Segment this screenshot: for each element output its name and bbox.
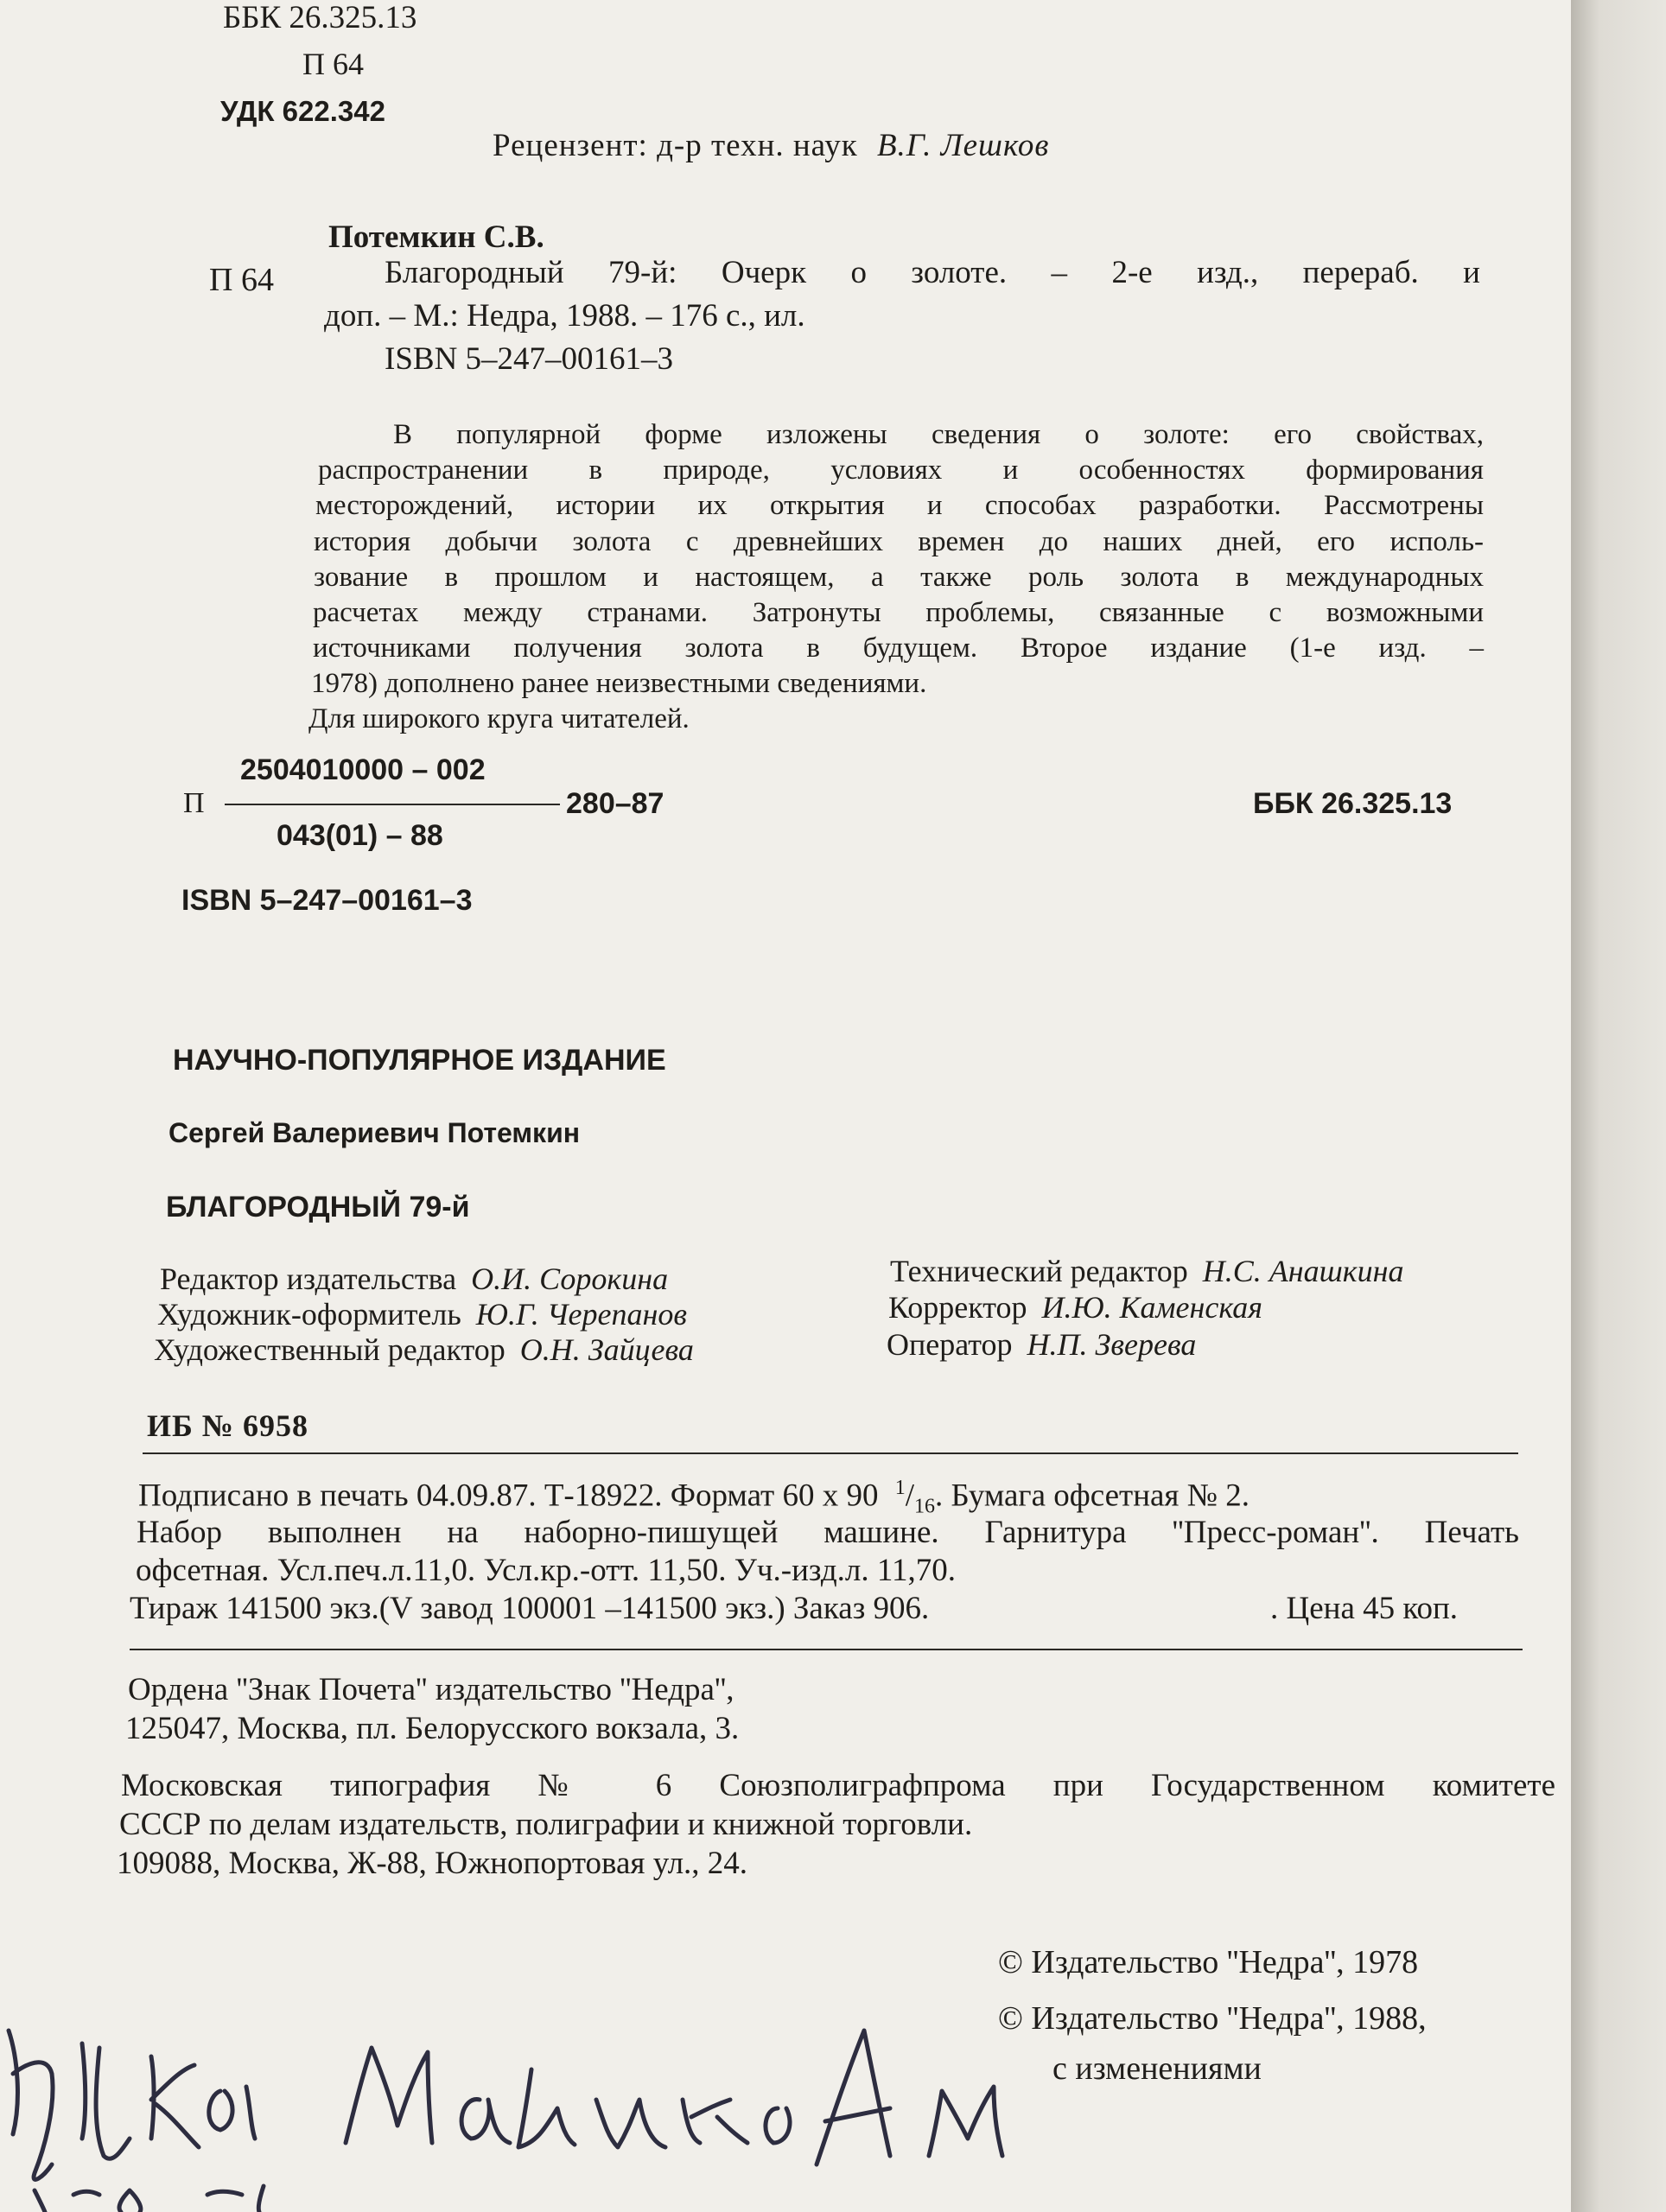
annotation-line-5: зование в прошлом и настоящем, а также роль золота в международных xyxy=(314,562,1484,593)
card-isbn: ISBN 5–247–00161–3 xyxy=(385,341,674,377)
copyright-1988: © Издательство ''Недра'', 1988, xyxy=(998,2000,1427,2037)
index-bbk: ББК 26.325.13 xyxy=(1253,787,1453,820)
index-letter: П xyxy=(183,787,205,819)
index-isbn: ISBN 5–247–00161–3 xyxy=(181,884,473,917)
print-info-line-4a: Тираж 141500 экз.(V завод 100001 –141500 экз.) Заказ 906. xyxy=(130,1591,930,1626)
index-numerator: 2504010000 – 002 xyxy=(240,753,486,786)
printer-line-2: СССР по делам издательств, полиграфии и книжной торговли. xyxy=(119,1807,973,1842)
divider-bottom xyxy=(130,1649,1523,1650)
annotation-line-6: расчетах между странами. Затронуты проблемы, связанные с возможными xyxy=(313,597,1484,628)
format-fraction-denominator: 16 xyxy=(914,1495,935,1518)
divider-top xyxy=(143,1452,1518,1454)
credit-role: Корректор xyxy=(888,1290,1027,1325)
annotation-line-7: источниками получения золота в будущем. Второе издание (1-е изд. – xyxy=(313,632,1484,664)
credit-name: И.Ю. Каменская xyxy=(1041,1290,1263,1325)
credit-name: О.И. Сорокина xyxy=(471,1262,669,1296)
credit-right-2 xyxy=(888,1292,1262,1323)
print-info-text: Подписано в печать 04.09.87. Т-18922. Формат 60 х 90 xyxy=(138,1478,879,1514)
reviewer-name: В.Г. Лешков xyxy=(876,128,1050,163)
book-title: БЛАГОРОДНЫЙ 79-й xyxy=(166,1191,470,1224)
index-denominator: 043(01) – 88 xyxy=(277,819,443,852)
print-info-line-4b: . Цена 45 коп. xyxy=(1270,1591,1459,1626)
credit-role: Художник-оформитель xyxy=(157,1297,461,1332)
copyright-1978: © Издательство ''Недра'', 1978 xyxy=(998,1944,1419,1980)
credit-left-2 xyxy=(157,1299,687,1330)
annotation-line-2: распространении в природе, условиях и особенностях формирования xyxy=(318,454,1484,486)
credit-right-1 xyxy=(890,1255,1403,1287)
publisher-line-1: Ордена ''Знак Почета'' издательство ''Недра'', xyxy=(128,1672,734,1707)
card-line-1: Благородный 79-й: Очерк о золоте. – 2-е изд., перераб. и xyxy=(385,255,1480,290)
annotation-line-1: В популярной форме изложены сведения о золоте: его свойствах, xyxy=(393,419,1484,450)
credit-name: О.Н. Зайцева xyxy=(519,1332,694,1367)
udk-code: УДК 622.342 xyxy=(220,95,385,127)
card-line-2: доп. – М.: Недра, 1988. – 176 с., ил. xyxy=(324,298,805,334)
reviewer-label: Рецензент: д-р техн. наук xyxy=(493,128,858,163)
credit-role: Технический редактор xyxy=(890,1254,1188,1288)
printer-line-1: Московская типография № 6 Союзполиграфпрома при Государственном комитете xyxy=(121,1768,1555,1803)
print-info-line-3: офсетная. Усл.печ.л.11,0. Усл.кр.-отт. 11,50. Уч.-изд.л. 11,70. xyxy=(136,1553,956,1588)
author-full-name: Сергей Валериевич Потемкин xyxy=(169,1117,581,1148)
bbk-top: ББК 26.325.13 xyxy=(223,0,417,35)
code-top: П 64 xyxy=(302,47,364,81)
format-fraction-numerator: 1 xyxy=(894,1477,906,1499)
print-info-line-2: Набор выполнен на наборно-пишущей машине. Гарнитура ''Пресс-роман''. Печать xyxy=(137,1515,1519,1550)
page-edge-shadow xyxy=(1571,0,1666,2212)
ib-number: ИБ № 6958 xyxy=(147,1408,308,1443)
credit-name: Ю.Г. Черепанов xyxy=(475,1297,687,1332)
credit-left-3 xyxy=(154,1334,694,1365)
credit-role: Редактор издательства xyxy=(160,1262,457,1296)
reviewer xyxy=(493,130,1049,162)
annotation-audience: Для широкого круга читателей. xyxy=(308,703,690,734)
credit-name: Н.С. Анашкина xyxy=(1202,1254,1404,1288)
edition-type: НАУЧНО-ПОПУЛЯРНОЕ ИЗДАНИЕ xyxy=(173,1044,666,1077)
annotation-line-8: 1978) дополнено ранее неизвестными сведениями. xyxy=(311,668,927,699)
print-info-text: . Бумага офсетная № 2. xyxy=(935,1478,1250,1514)
print-info-line-1: Подписано в печать 04.09.87. Т-18922. Формат 60 х 90 $^1/_{16}$. Бумага офсетная № 2. xyxy=(138,1477,1250,1518)
credit-left-1 xyxy=(160,1263,668,1294)
credit-role: Художественный редактор xyxy=(154,1332,506,1367)
credit-right-3 xyxy=(887,1329,1196,1360)
handwritten-inscription xyxy=(0,1979,1054,2212)
annotation-line-4: история добычи золота с древнейших времен до наших дней, его исполь- xyxy=(314,526,1484,557)
card-author: Потемкин С.В. xyxy=(328,219,544,255)
credit-role: Оператор xyxy=(887,1327,1013,1362)
credit-name: Н.П. Зверева xyxy=(1027,1327,1197,1362)
annotation-line-3: месторождений, истории их открытия и способах разработки. Рассмотрены xyxy=(315,490,1484,521)
card-code: П 64 xyxy=(209,262,274,298)
copyright-note: с изменениями xyxy=(1052,2050,1262,2087)
publisher-address: 125047, Москва, пл. Белорусского вокзала, 3. xyxy=(125,1711,740,1746)
printer-address: 109088, Москва, Ж-88, Южнопортовая ул., 24. xyxy=(117,1846,748,1881)
index-fraction-bar xyxy=(225,804,560,805)
index-suffix: 280–87 xyxy=(566,787,664,820)
